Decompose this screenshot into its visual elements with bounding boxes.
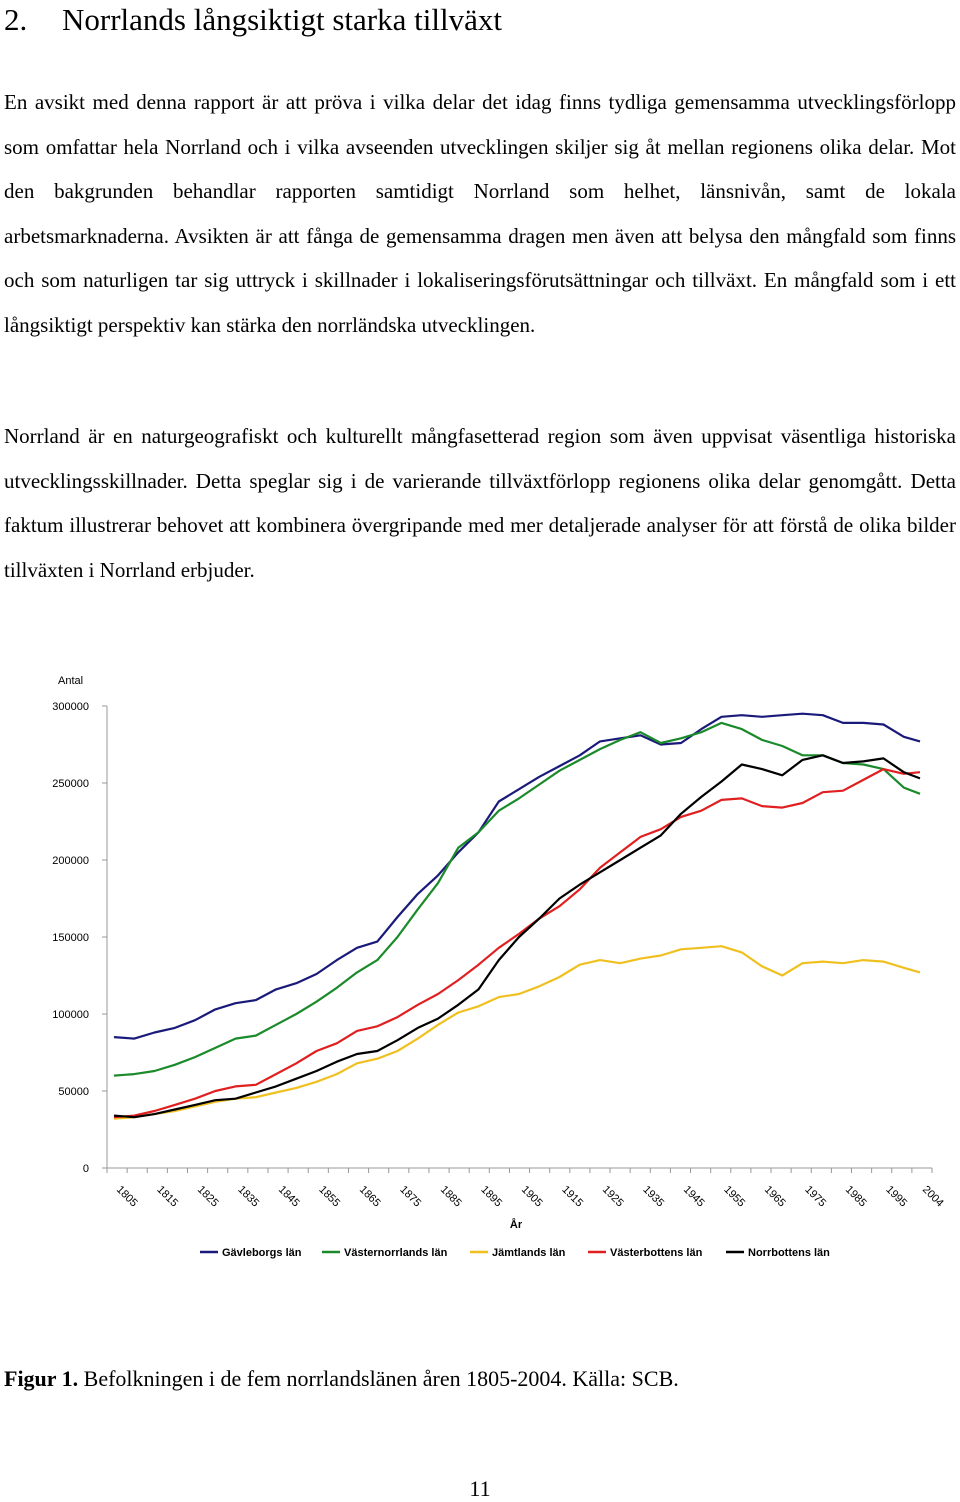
y-tick-label: 50000	[58, 1086, 89, 1098]
paragraph-1: En avsikt med denna rapport är att pröva i vilka delar det idag finns tydliga gemensamma utvecklingsförlopp som omfattar hela Norrland och i vilka avseenden utvecklingen skiljer sig åt mellan regionens olika delar. Mot den bakgrunden behandlar rapporten samtidigt Norrland som helhet, länsnivån, samt de lokala arbetsmarknaderna. Avsikten är att fånga de gemensamma dragen men även att belysa den mångfald som finns och som naturligen tar sig uttryck i skillnader i lokaliseringsförutsättningar och tillväxt. En mångfald som i ett långsiktigt perspektiv kan stärka den norrländska utvecklingen.	[4, 90, 956, 337]
x-tick-label: 1915	[559, 1183, 586, 1210]
x-tick-label: 1945	[680, 1183, 707, 1210]
x-tick-label: 1995	[883, 1183, 910, 1210]
legend-label: Norrbottens län	[748, 1247, 830, 1259]
x-tick-label: 2004	[919, 1183, 946, 1210]
section-heading	[4, 0, 502, 40]
legend-label: Västerbottens län	[610, 1247, 703, 1259]
x-tick-label: 1865	[356, 1183, 383, 1210]
page-number: 11	[469, 1476, 491, 1501]
paragraph-2: Norrland är en naturgeografiskt och kulturellt mångfasetterad region som även uppvisat väsentliga historiska utvecklingsskillnader. Detta speglar sig i de varierande tillväxtförlopp regionens olika delar genomgått. Detta faktum illustrerar behovet att kombinera övergripande med mer detaljerade analyser för att förstå de olika bilder tillväxten i Norrland erbjuder.	[4, 424, 956, 582]
y-tick-label: 0	[82, 1163, 89, 1175]
x-tick-label: 1815	[154, 1183, 181, 1210]
figure-label: Figur 1.	[4, 1366, 79, 1391]
x-tick-label: 1895	[478, 1183, 505, 1210]
x-tick-label: 1905	[518, 1183, 545, 1210]
x-tick-label: 1805	[113, 1183, 140, 1210]
figure-caption	[4, 1366, 679, 1392]
section-title: Norrlands långsiktigt starka tillväxt	[62, 2, 502, 37]
legend-label: Västernorrlands län	[344, 1247, 448, 1259]
x-tick-label: 1845	[275, 1183, 302, 1210]
x-tick-label: 1935	[640, 1183, 667, 1210]
x-tick-label: 1955	[721, 1183, 748, 1210]
section-number: 2.	[4, 2, 28, 37]
legend-label: Jämtlands län	[492, 1247, 566, 1259]
legend-label: Gävleborgs län	[222, 1247, 302, 1259]
x-tick-label: 1885	[437, 1183, 464, 1210]
series-line-2	[114, 723, 920, 1076]
x-tick-label: 1855	[316, 1183, 343, 1210]
x-tick-label: 1975	[802, 1183, 829, 1210]
y-tick-label: 150000	[52, 932, 89, 944]
figure-caption-text: Befolkningen i de fem norrlandslänen åren 1805-2004. Källa: SCB.	[83, 1366, 679, 1391]
x-tick-label: 1925	[599, 1183, 626, 1210]
y-tick-label: 250000	[52, 778, 89, 790]
population-chart	[0, 660, 960, 1280]
x-tick-label: 1985	[842, 1183, 869, 1210]
y-tick-label: 200000	[52, 855, 89, 867]
series-line-4	[114, 769, 920, 1117]
y-tick-label: 100000	[52, 1009, 89, 1021]
x-tick-label: 1825	[194, 1183, 221, 1210]
series-line-3	[114, 946, 920, 1118]
x-tick-label: 1875	[397, 1183, 424, 1210]
y-axis-title: Antal	[58, 675, 84, 687]
y-tick-label: 300000	[52, 701, 89, 713]
x-tick-label: 1965	[761, 1183, 788, 1210]
chart-lines	[114, 714, 920, 1119]
chart-legend	[200, 1247, 830, 1259]
x-axis-title: År	[509, 1219, 523, 1231]
x-tick-label: 1835	[235, 1183, 262, 1210]
